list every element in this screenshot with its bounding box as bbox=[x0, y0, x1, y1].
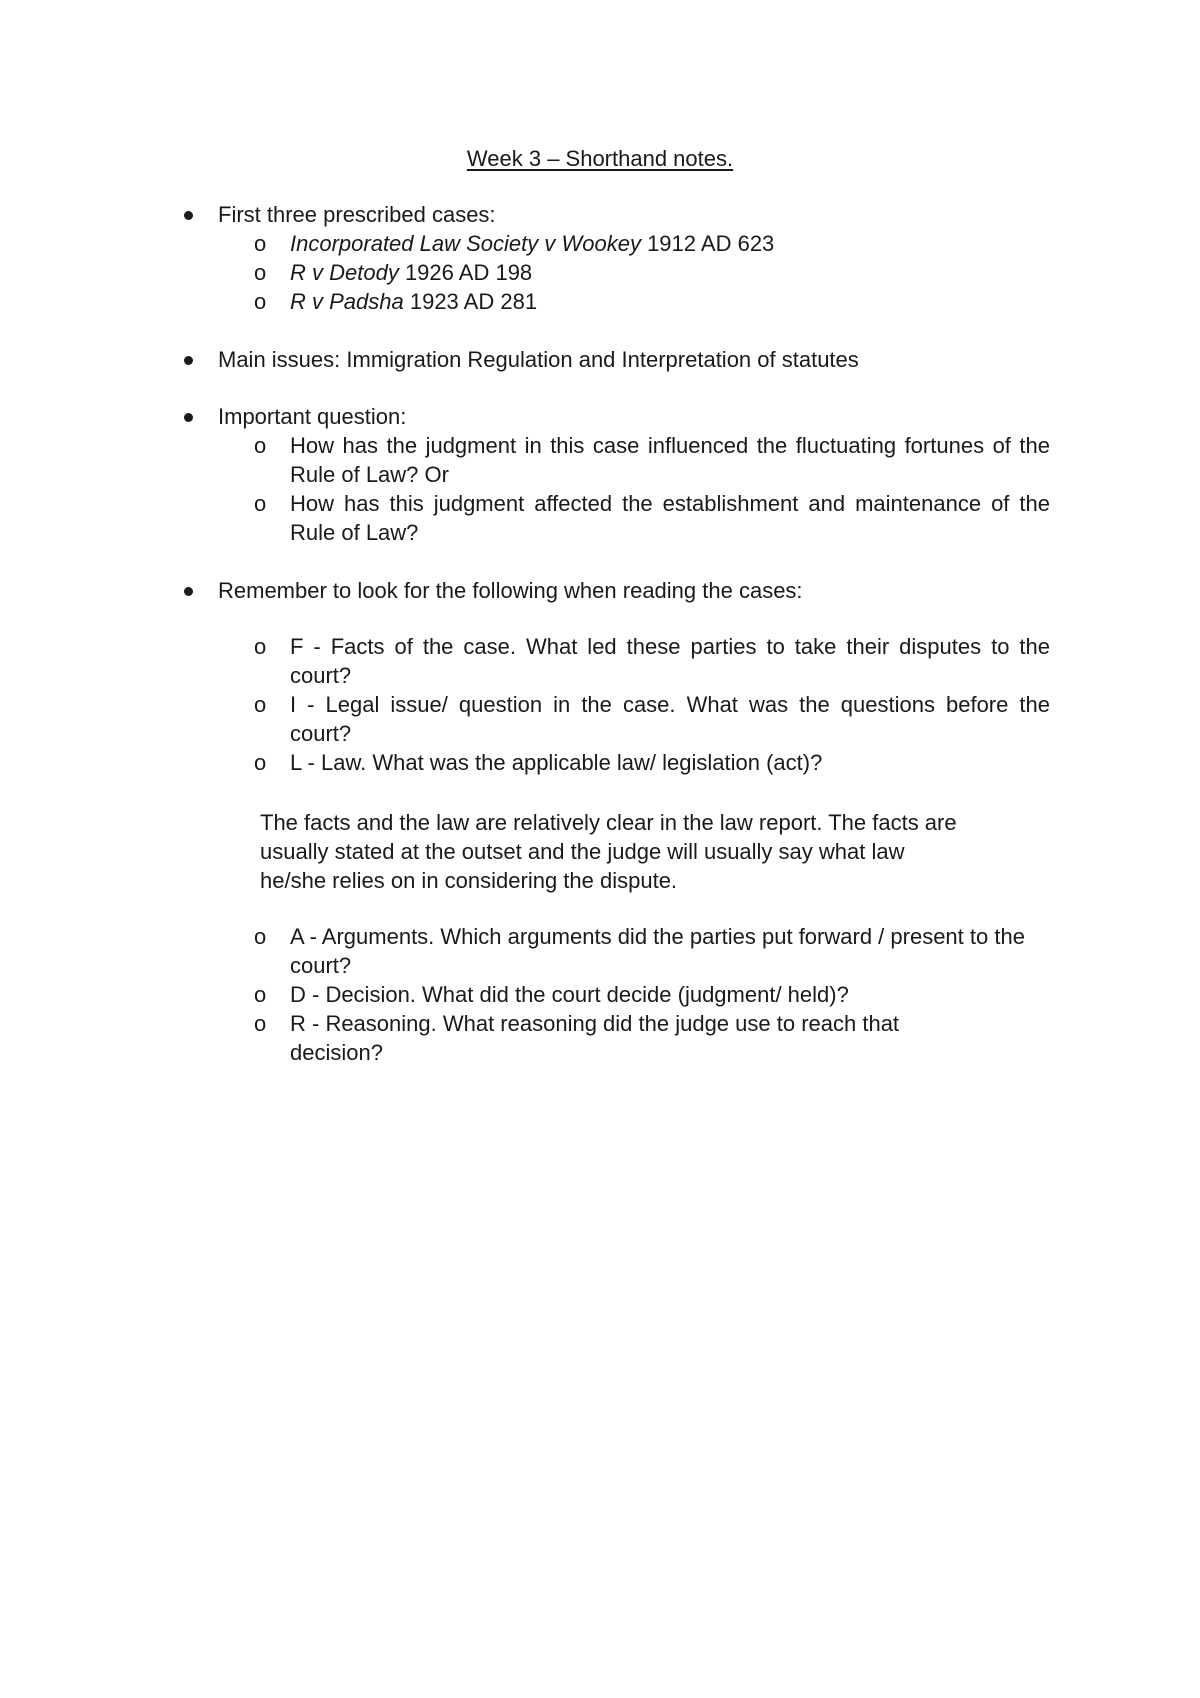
bullet-text: Important question: bbox=[218, 404, 407, 429]
checklist-text: A - Arguments. Which arguments did the parties put forward / present to the court? bbox=[290, 924, 1025, 978]
question-list bbox=[180, 431, 1060, 547]
case-item bbox=[180, 258, 1060, 287]
bullet-text: First three prescribed cases: bbox=[218, 202, 496, 227]
bullet-text: Remember to look for the following when reading the cases: bbox=[218, 578, 803, 603]
bullet-item bbox=[180, 200, 1060, 229]
sub-bullet-icon: o bbox=[254, 433, 267, 458]
section-main-issues bbox=[180, 345, 1060, 374]
checklist-text: F - Facts of the case. What led these parties to take their disputes to the court? bbox=[290, 634, 1050, 688]
section-reading-checklist-continued bbox=[180, 922, 1060, 1067]
checklist-text: L - Law. What was the applicable law/ legislation (act)? bbox=[290, 750, 823, 775]
sub-bullet-icon: o bbox=[254, 750, 267, 775]
case-name: R v Detody bbox=[290, 260, 399, 285]
case-list bbox=[180, 229, 1060, 316]
case-name: R v Padsha bbox=[290, 289, 404, 314]
sub-bullet-icon: o bbox=[254, 982, 267, 1007]
question-text: How has the judgment in this case influenced the fluctuating fortunes of the Rule of Law? Or bbox=[290, 433, 1050, 487]
checklist-b bbox=[180, 922, 1060, 1067]
bullet-icon bbox=[184, 211, 193, 220]
case-citation: 1926 AD 198 bbox=[398, 260, 533, 285]
sub-bullet-icon: o bbox=[254, 231, 267, 256]
question-text: How has this judgment affected the establishment and maintenance of the Rule of Law? bbox=[290, 491, 1050, 545]
sub-bullet-icon: o bbox=[254, 634, 267, 659]
bullet-icon bbox=[184, 356, 193, 365]
bullet-text: Main issues: Immigration Regulation and Interpretation of statutes bbox=[218, 347, 859, 372]
sub-bullet-icon: o bbox=[254, 260, 267, 285]
checklist-text: R - Reasoning. What reasoning did the judge use to reach that decision? bbox=[290, 1011, 900, 1065]
sub-bullet-icon: o bbox=[254, 924, 267, 949]
checklist-item bbox=[180, 748, 1060, 777]
checklist-item bbox=[180, 980, 1060, 1009]
checklist-text: I - Legal issue/ question in the case. What was the questions before the court? bbox=[290, 692, 1050, 746]
question-item bbox=[180, 489, 1060, 547]
sub-bullet-icon: o bbox=[254, 692, 267, 717]
checklist-item bbox=[180, 1009, 1060, 1067]
sub-bullet-icon: o bbox=[254, 289, 267, 314]
checklist-item bbox=[180, 632, 1060, 690]
case-name: Incorporated Law Society v Wookey bbox=[290, 231, 641, 256]
case-citation: 1923 AD 281 bbox=[403, 289, 538, 314]
page-title: Week 3 – Shorthand notes. bbox=[466, 146, 734, 171]
facts-law-paragraph: The facts and the law are relatively clear in the law report. The facts are usually stated at the outset and the judge will usually say what law he/she relies on in considering the dispute. bbox=[260, 810, 957, 893]
case-item bbox=[180, 229, 1060, 258]
bullet-item bbox=[180, 345, 1060, 374]
bullet-item bbox=[180, 402, 1060, 431]
case-citation: 1912 AD 623 bbox=[640, 231, 775, 256]
section-important-question bbox=[180, 402, 1060, 547]
bullet-icon bbox=[184, 413, 193, 422]
checklist-item bbox=[180, 922, 1060, 980]
sub-bullet-icon: o bbox=[254, 1011, 267, 1036]
checklist-a bbox=[180, 632, 1060, 777]
checklist-text: D - Decision. What did the court decide (judgment/ held)? bbox=[290, 982, 849, 1007]
bullet-icon bbox=[184, 587, 193, 596]
section-prescribed-cases bbox=[180, 200, 1060, 316]
case-item bbox=[180, 287, 1060, 316]
sub-bullet-icon: o bbox=[254, 491, 267, 516]
section-reading-checklist bbox=[180, 576, 1060, 777]
checklist-item bbox=[180, 690, 1060, 748]
question-item bbox=[180, 431, 1060, 489]
bullet-item bbox=[180, 576, 1060, 605]
